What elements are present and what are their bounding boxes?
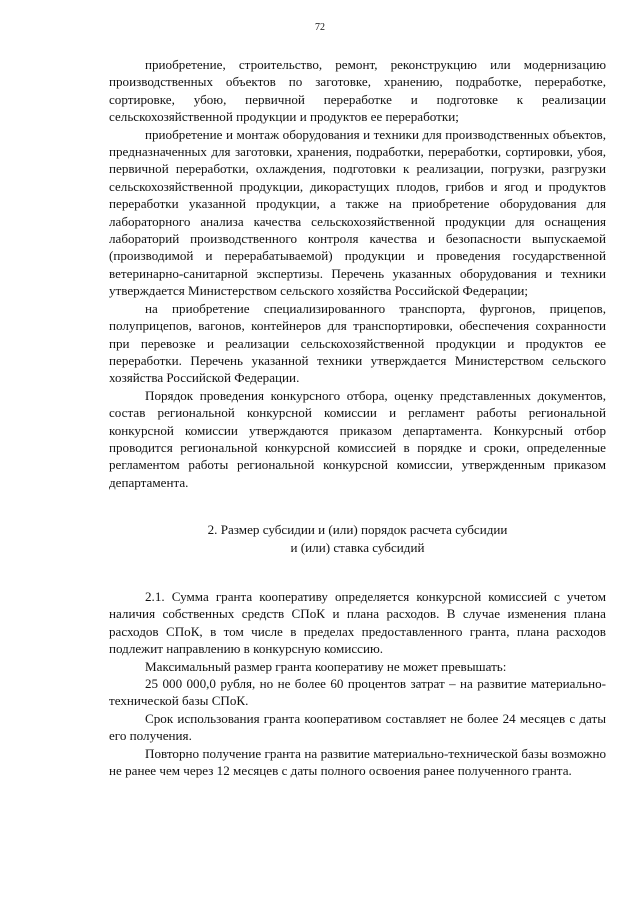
page-number: 72: [315, 22, 325, 33]
paragraph-grant-amount: 2.1. Сумма гранта кооперативу определяется конкурсной комиссией с учетом наличия собственных средств СПоК и плана расходов. В случае изменения плана расходов СПоК, в том числе в пределах предоставленного гранта, плана расходов подлежит направлению в конкурсную комиссию.: [109, 588, 606, 657]
paragraph-competition-procedure: Порядок проведения конкурсного отбора, оценку представленных документов, состав региональной конкурсной комиссии и регламент работы региональной конкурсной комиссии утверждаются приказом департамента. Конкурсный отбор проводится региональной конкурсной комиссией в порядке и сроки, определенные регламентом работы региональной конкурсной комиссии, утвержденным приказом департамента.: [109, 387, 606, 490]
paragraph-repeat-grant: Повторно получение гранта на развитие материально-технической базы возможно не ранее чем через 12 месяцев с даты полного освоения ранее полученного гранта.: [109, 745, 606, 779]
paragraph-equipment-installation: приобретение и монтаж оборудования и техники для производственных объектов, предназначенных для заготовки, хранения, подработки, переработки, сортировки, убоя, первичной переработки, охлаждения, подготовки к реализации, погрузки, разгрузки сельскохозяйственной продукции, дикорастущих плодов, грибов и ягод и продуктов переработки указанной продукции, а также на приобретение оборудования для лабораторного анализа качества сельскохозяйственной продукции для оснащения лабораторий производственного контроля качества и безопасности выпускаемой (производимой и перерабатываемой) продукции и проведения государственной ветеринарно-санитарной экспертизы. Перечень указанных оборудования и техники утверждается Министерством сельского хозяйства Российской Федерации;: [109, 126, 606, 299]
paragraph-max-grant: Максимальный размер гранта кооперативу не может превышать:: [145, 658, 507, 674]
paragraph-acquisition-construction: приобретение, строительство, ремонт, реконструкцию или модернизацию производственных объектов по заготовке, хранению, подработке, переработке, сортировке, убою, первичной переработке и подготовке к реализации сельскохозяйственной продукции и продуктов ее переработки;: [109, 57, 606, 125]
paragraph-grant-limit: 25 000 000,0 рубля, но не более 60 процентов затрат – на развитие материально-технической базы СПоК.: [109, 676, 606, 709]
paragraph-usage-term: Срок использования гранта кооперативом составляет не более 24 месяцев с даты его получения.: [109, 710, 606, 744]
section-heading-line-2: и (или) ставка субсидий: [290, 539, 425, 555]
section-heading-line-1: 2. Размер субсидии и (или) порядок расчета субсидии: [207, 522, 508, 538]
page-content: [109, 56, 606, 779]
paragraph-specialized-transport: на приобретение специализированного транспорта, фургонов, прицепов, полуприцепов, вагонов, контейнеров для транспортировки, обеспечения сохранности при перевозке и реализации сельскохозяйственной продукции и продуктов ее переработки. Перечень указанной техники утверждается Министерством сельского хозяйства Российской Федерации.: [109, 300, 606, 386]
section-heading: [109, 521, 606, 556]
